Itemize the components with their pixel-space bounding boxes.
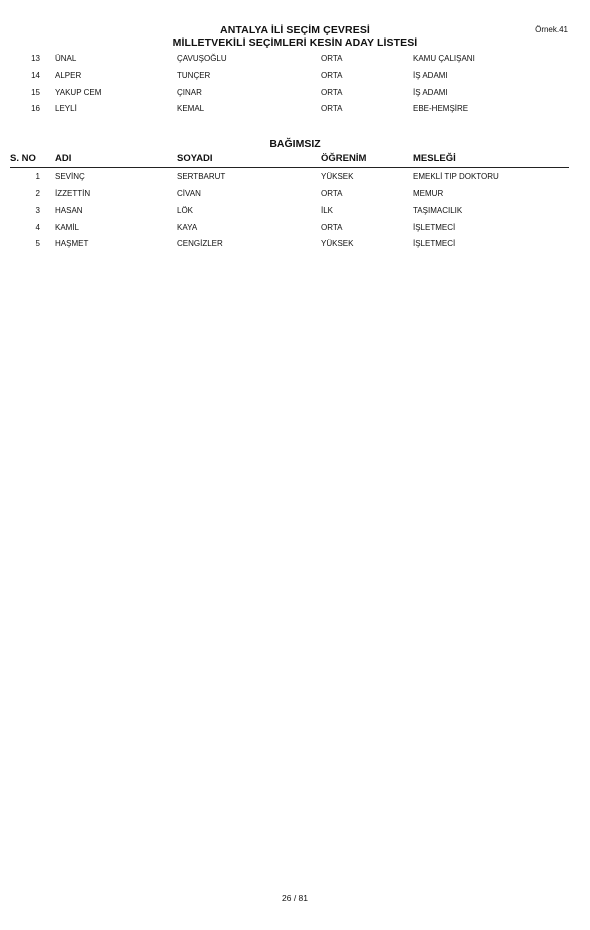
candidate-row: [0, 54, 590, 68]
candidate-number: 16: [31, 104, 40, 113]
candidate-name: KAMİL: [55, 223, 80, 232]
candidate-number: 15: [31, 88, 40, 97]
candidate-number: 3: [35, 206, 40, 215]
header-divider: [10, 167, 569, 168]
candidate-name: ÜNAL: [55, 54, 77, 63]
candidate-name: İZZETTİN: [55, 189, 91, 198]
document-title: ANTALYA İLİ SEÇİM ÇEVRESİ: [220, 24, 370, 36]
candidate-education: ORTA: [321, 54, 343, 63]
candidate-number: 5: [35, 239, 40, 248]
column-header-name: ADI: [55, 153, 72, 164]
candidate-surname: KAYA: [177, 223, 198, 232]
candidate-education: YÜKSEK: [321, 239, 354, 248]
candidate-profession: EBE-HEMŞİRE: [413, 104, 469, 113]
candidate-name: LEYLİ: [55, 104, 77, 113]
table-row: [0, 223, 590, 237]
candidate-surname: SERTBARUT: [177, 172, 226, 181]
table-row: [0, 172, 590, 186]
candidate-surname: LÖK: [177, 206, 194, 215]
candidate-education: İLK: [321, 206, 334, 215]
candidate-profession: MEMUR: [413, 189, 444, 198]
candidate-row: [0, 71, 590, 85]
candidate-profession: İŞ ADAMI: [413, 88, 448, 97]
candidate-profession: İŞLETMECİ: [413, 239, 456, 248]
column-header-profession: MESLEĞİ: [413, 153, 456, 164]
candidate-row: [0, 88, 590, 102]
candidate-education: ORTA: [321, 104, 343, 113]
section-title: BAĞIMSIZ: [269, 138, 321, 150]
candidate-number: 1: [35, 172, 40, 181]
candidate-number: 14: [31, 71, 40, 80]
page-number: 26 / 81: [282, 893, 308, 903]
candidate-name: HAŞMET: [55, 239, 89, 248]
table-row: [0, 189, 590, 203]
candidate-education: ORTA: [321, 223, 343, 232]
candidate-name: YAKUP CEM: [55, 88, 102, 97]
candidate-surname: CENGİZLER: [177, 239, 223, 248]
candidate-surname: ÇAVUŞOĞLU: [177, 54, 227, 63]
column-header-education: ÖĞRENİM: [321, 153, 367, 164]
candidate-education: ORTA: [321, 88, 343, 97]
candidate-education: YÜKSEK: [321, 172, 354, 181]
candidate-surname: TUNÇER: [177, 71, 211, 80]
candidate-surname: KEMAL: [177, 104, 205, 113]
candidate-surname: CİVAN: [177, 189, 201, 198]
candidate-row: [0, 104, 590, 118]
candidate-profession: TAŞIMACILIK: [413, 206, 463, 215]
candidate-education: ORTA: [321, 189, 343, 198]
column-header-no: S. NO: [10, 153, 36, 164]
column-header-surname: SOYADI: [177, 153, 213, 164]
candidate-education: ORTA: [321, 71, 343, 80]
candidate-name: ALPER: [55, 71, 82, 80]
candidate-profession: EMEKLİ TIP DOKTORU: [413, 172, 499, 181]
candidate-number: 13: [31, 54, 40, 63]
candidate-surname: ÇINAR: [177, 88, 202, 97]
table-row: [0, 206, 590, 220]
candidate-name: SEVİNÇ: [55, 172, 85, 181]
table-row: [0, 239, 590, 253]
candidate-profession: İŞ ADAMI: [413, 71, 448, 80]
candidate-number: 2: [35, 189, 40, 198]
candidate-number: 4: [35, 223, 40, 232]
document-subtitle: MİLLETVEKİLİ SEÇİMLERİ KESİN ADAY LİSTESİ: [172, 37, 418, 49]
candidate-profession: İŞLETMECİ: [413, 223, 456, 232]
candidate-profession: KAMU ÇALIŞANI: [413, 54, 475, 63]
form-reference: Örnek.41: [535, 25, 568, 34]
candidate-name: HASAN: [55, 206, 83, 215]
